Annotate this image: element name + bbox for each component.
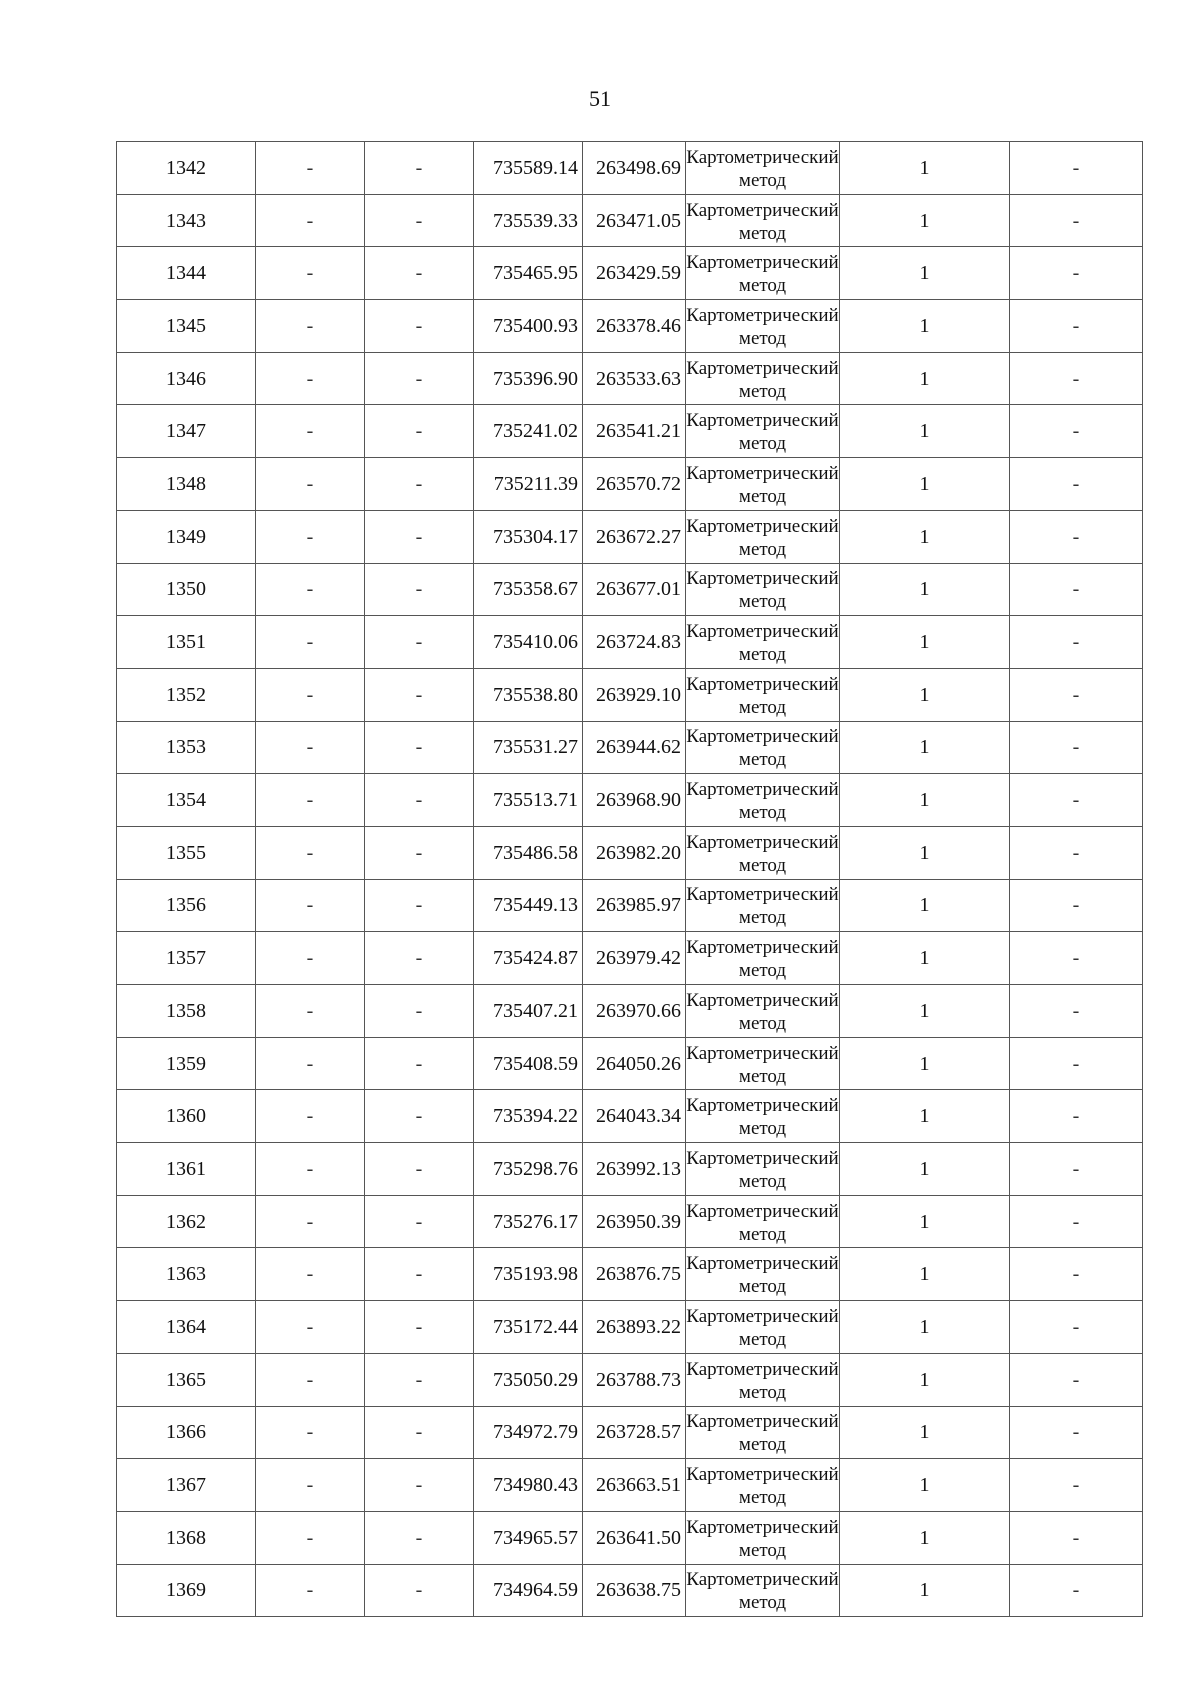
point-number-cell: 1366 bbox=[117, 1406, 256, 1459]
empty-value-cell: - bbox=[365, 458, 474, 511]
y-coordinate-cell: 263992.13 bbox=[583, 1143, 686, 1196]
table-row bbox=[117, 774, 1143, 827]
accuracy-cell: 1 bbox=[840, 616, 1010, 669]
y-coordinate-cell: 263944.62 bbox=[583, 721, 686, 774]
table-row bbox=[117, 1195, 1143, 1248]
table-row bbox=[117, 563, 1143, 616]
x-coordinate-cell: 735394.22 bbox=[474, 1090, 583, 1143]
empty-value-cell: - bbox=[365, 1301, 474, 1354]
y-coordinate-cell: 263982.20 bbox=[583, 826, 686, 879]
empty-value-cell: - bbox=[365, 616, 474, 669]
empty-value-cell: - bbox=[256, 826, 365, 879]
empty-value-cell: - bbox=[1010, 826, 1143, 879]
y-coordinate-cell: 263533.63 bbox=[583, 352, 686, 405]
empty-value-cell: - bbox=[256, 668, 365, 721]
x-coordinate-cell: 735410.06 bbox=[474, 616, 583, 669]
accuracy-cell: 1 bbox=[840, 1143, 1010, 1196]
method-cell: Картометрический метод bbox=[686, 1037, 840, 1090]
x-coordinate-cell: 735193.98 bbox=[474, 1248, 583, 1301]
empty-value-cell: - bbox=[256, 1406, 365, 1459]
method-cell: Картометрический метод bbox=[686, 1353, 840, 1406]
accuracy-cell: 1 bbox=[840, 1195, 1010, 1248]
table-row bbox=[117, 1090, 1143, 1143]
table-row bbox=[117, 985, 1143, 1038]
point-number-cell: 1367 bbox=[117, 1459, 256, 1512]
empty-value-cell: - bbox=[256, 458, 365, 511]
accuracy-cell: 1 bbox=[840, 1564, 1010, 1617]
x-coordinate-cell: 735172.44 bbox=[474, 1301, 583, 1354]
empty-value-cell: - bbox=[1010, 300, 1143, 353]
x-coordinate-cell: 735396.90 bbox=[474, 352, 583, 405]
empty-value-cell: - bbox=[1010, 1090, 1143, 1143]
table-row bbox=[117, 616, 1143, 669]
method-cell: Картометрический метод bbox=[686, 510, 840, 563]
accuracy-cell: 1 bbox=[840, 563, 1010, 616]
accuracy-cell: 1 bbox=[840, 247, 1010, 300]
empty-value-cell: - bbox=[256, 405, 365, 458]
empty-value-cell: - bbox=[1010, 1511, 1143, 1564]
y-coordinate-cell: 263498.69 bbox=[583, 142, 686, 195]
x-coordinate-cell: 734965.57 bbox=[474, 1511, 583, 1564]
accuracy-cell: 1 bbox=[840, 1301, 1010, 1354]
method-cell: Картометрический метод bbox=[686, 1406, 840, 1459]
method-cell: Картометрический метод bbox=[686, 300, 840, 353]
x-coordinate-cell: 734980.43 bbox=[474, 1459, 583, 1512]
empty-value-cell: - bbox=[1010, 1195, 1143, 1248]
table-row bbox=[117, 1248, 1143, 1301]
point-number-cell: 1349 bbox=[117, 510, 256, 563]
method-cell: Картометрический метод bbox=[686, 1511, 840, 1564]
empty-value-cell: - bbox=[365, 194, 474, 247]
empty-value-cell: - bbox=[365, 1511, 474, 1564]
x-coordinate-cell: 735513.71 bbox=[474, 774, 583, 827]
empty-value-cell: - bbox=[365, 721, 474, 774]
x-coordinate-cell: 735050.29 bbox=[474, 1353, 583, 1406]
empty-value-cell: - bbox=[1010, 1459, 1143, 1512]
empty-value-cell: - bbox=[365, 774, 474, 827]
empty-value-cell: - bbox=[256, 1511, 365, 1564]
point-number-cell: 1356 bbox=[117, 879, 256, 932]
y-coordinate-cell: 263638.75 bbox=[583, 1564, 686, 1617]
x-coordinate-cell: 735211.39 bbox=[474, 458, 583, 511]
empty-value-cell: - bbox=[365, 1248, 474, 1301]
table-row bbox=[117, 932, 1143, 985]
y-coordinate-cell: 263378.46 bbox=[583, 300, 686, 353]
accuracy-cell: 1 bbox=[840, 985, 1010, 1038]
point-number-cell: 1353 bbox=[117, 721, 256, 774]
method-cell: Картометрический метод bbox=[686, 194, 840, 247]
method-cell: Картометрический метод bbox=[686, 774, 840, 827]
table-row bbox=[117, 1301, 1143, 1354]
empty-value-cell: - bbox=[1010, 194, 1143, 247]
empty-value-cell: - bbox=[256, 985, 365, 1038]
table-row bbox=[117, 826, 1143, 879]
page-number: 51 bbox=[589, 86, 611, 111]
y-coordinate-cell: 263663.51 bbox=[583, 1459, 686, 1512]
y-coordinate-cell: 264043.34 bbox=[583, 1090, 686, 1143]
empty-value-cell: - bbox=[365, 300, 474, 353]
method-cell: Картометрический метод bbox=[686, 879, 840, 932]
x-coordinate-cell: 734972.79 bbox=[474, 1406, 583, 1459]
y-coordinate-cell: 263728.57 bbox=[583, 1406, 686, 1459]
empty-value-cell: - bbox=[1010, 458, 1143, 511]
empty-value-cell: - bbox=[256, 1353, 365, 1406]
x-coordinate-cell: 735276.17 bbox=[474, 1195, 583, 1248]
table-row bbox=[117, 194, 1143, 247]
method-cell: Картометрический метод bbox=[686, 826, 840, 879]
y-coordinate-cell: 263672.27 bbox=[583, 510, 686, 563]
table-row bbox=[117, 352, 1143, 405]
accuracy-cell: 1 bbox=[840, 458, 1010, 511]
empty-value-cell: - bbox=[256, 142, 365, 195]
point-number-cell: 1360 bbox=[117, 1090, 256, 1143]
x-coordinate-cell: 735589.14 bbox=[474, 142, 583, 195]
y-coordinate-cell: 263985.97 bbox=[583, 879, 686, 932]
empty-value-cell: - bbox=[365, 405, 474, 458]
x-coordinate-cell: 735241.02 bbox=[474, 405, 583, 458]
empty-value-cell: - bbox=[1010, 142, 1143, 195]
empty-value-cell: - bbox=[1010, 721, 1143, 774]
empty-value-cell: - bbox=[256, 1301, 365, 1354]
y-coordinate-cell: 263471.05 bbox=[583, 194, 686, 247]
accuracy-cell: 1 bbox=[840, 932, 1010, 985]
accuracy-cell: 1 bbox=[840, 774, 1010, 827]
empty-value-cell: - bbox=[1010, 510, 1143, 563]
empty-value-cell: - bbox=[365, 1406, 474, 1459]
table-row bbox=[117, 510, 1143, 563]
empty-value-cell: - bbox=[256, 1459, 365, 1512]
method-cell: Картометрический метод bbox=[686, 247, 840, 300]
empty-value-cell: - bbox=[1010, 405, 1143, 458]
point-number-cell: 1347 bbox=[117, 405, 256, 458]
empty-value-cell: - bbox=[256, 563, 365, 616]
empty-value-cell: - bbox=[1010, 1406, 1143, 1459]
y-coordinate-cell: 263429.59 bbox=[583, 247, 686, 300]
x-coordinate-cell: 735304.17 bbox=[474, 510, 583, 563]
method-cell: Картометрический метод bbox=[686, 721, 840, 774]
empty-value-cell: - bbox=[365, 1090, 474, 1143]
table-row bbox=[117, 142, 1143, 195]
empty-value-cell: - bbox=[256, 721, 365, 774]
empty-value-cell: - bbox=[365, 1143, 474, 1196]
accuracy-cell: 1 bbox=[840, 300, 1010, 353]
y-coordinate-cell: 263724.83 bbox=[583, 616, 686, 669]
point-number-cell: 1364 bbox=[117, 1301, 256, 1354]
accuracy-cell: 1 bbox=[840, 721, 1010, 774]
empty-value-cell: - bbox=[256, 1090, 365, 1143]
empty-value-cell: - bbox=[1010, 1143, 1143, 1196]
accuracy-cell: 1 bbox=[840, 1248, 1010, 1301]
empty-value-cell: - bbox=[1010, 1301, 1143, 1354]
point-number-cell: 1342 bbox=[117, 142, 256, 195]
y-coordinate-cell: 263929.10 bbox=[583, 668, 686, 721]
empty-value-cell: - bbox=[365, 879, 474, 932]
accuracy-cell: 1 bbox=[840, 668, 1010, 721]
empty-value-cell: - bbox=[1010, 1037, 1143, 1090]
x-coordinate-cell: 735407.21 bbox=[474, 985, 583, 1038]
empty-value-cell: - bbox=[365, 352, 474, 405]
accuracy-cell: 1 bbox=[840, 510, 1010, 563]
table-row bbox=[117, 721, 1143, 774]
y-coordinate-cell: 263893.22 bbox=[583, 1301, 686, 1354]
method-cell: Картометрический метод bbox=[686, 563, 840, 616]
accuracy-cell: 1 bbox=[840, 1511, 1010, 1564]
empty-value-cell: - bbox=[256, 774, 365, 827]
x-coordinate-cell: 735486.58 bbox=[474, 826, 583, 879]
method-cell: Картометрический метод bbox=[686, 1459, 840, 1512]
empty-value-cell: - bbox=[256, 932, 365, 985]
y-coordinate-cell: 263979.42 bbox=[583, 932, 686, 985]
point-number-cell: 1369 bbox=[117, 1564, 256, 1617]
point-number-cell: 1365 bbox=[117, 1353, 256, 1406]
table-row bbox=[117, 300, 1143, 353]
empty-value-cell: - bbox=[256, 300, 365, 353]
empty-value-cell: - bbox=[1010, 247, 1143, 300]
accuracy-cell: 1 bbox=[840, 405, 1010, 458]
empty-value-cell: - bbox=[365, 932, 474, 985]
x-coordinate-cell: 735358.67 bbox=[474, 563, 583, 616]
empty-value-cell: - bbox=[1010, 1248, 1143, 1301]
x-coordinate-cell: 734964.59 bbox=[474, 1564, 583, 1617]
x-coordinate-cell: 735465.95 bbox=[474, 247, 583, 300]
empty-value-cell: - bbox=[256, 1195, 365, 1248]
accuracy-cell: 1 bbox=[840, 1406, 1010, 1459]
y-coordinate-cell: 263641.50 bbox=[583, 1511, 686, 1564]
x-coordinate-cell: 735424.87 bbox=[474, 932, 583, 985]
method-cell: Картометрический метод bbox=[686, 352, 840, 405]
point-number-cell: 1361 bbox=[117, 1143, 256, 1196]
empty-value-cell: - bbox=[1010, 563, 1143, 616]
table-row bbox=[117, 1406, 1143, 1459]
accuracy-cell: 1 bbox=[840, 194, 1010, 247]
method-cell: Картометрический метод bbox=[686, 985, 840, 1038]
empty-value-cell: - bbox=[256, 1564, 365, 1617]
table-row bbox=[117, 668, 1143, 721]
point-number-cell: 1362 bbox=[117, 1195, 256, 1248]
accuracy-cell: 1 bbox=[840, 826, 1010, 879]
accuracy-cell: 1 bbox=[840, 1037, 1010, 1090]
y-coordinate-cell: 263876.75 bbox=[583, 1248, 686, 1301]
empty-value-cell: - bbox=[365, 668, 474, 721]
method-cell: Картометрический метод bbox=[686, 1564, 840, 1617]
x-coordinate-cell: 735298.76 bbox=[474, 1143, 583, 1196]
method-cell: Картометрический метод bbox=[686, 1248, 840, 1301]
empty-value-cell: - bbox=[365, 563, 474, 616]
table-row bbox=[117, 879, 1143, 932]
y-coordinate-cell: 263970.66 bbox=[583, 985, 686, 1038]
table-row bbox=[117, 247, 1143, 300]
table-row bbox=[117, 1143, 1143, 1196]
method-cell: Картометрический метод bbox=[686, 142, 840, 195]
point-number-cell: 1354 bbox=[117, 774, 256, 827]
empty-value-cell: - bbox=[365, 1195, 474, 1248]
table-row bbox=[117, 405, 1143, 458]
y-coordinate-cell: 263570.72 bbox=[583, 458, 686, 511]
point-number-cell: 1345 bbox=[117, 300, 256, 353]
x-coordinate-cell: 735531.27 bbox=[474, 721, 583, 774]
accuracy-cell: 1 bbox=[840, 1090, 1010, 1143]
point-number-cell: 1359 bbox=[117, 1037, 256, 1090]
method-cell: Картометрический метод bbox=[686, 932, 840, 985]
empty-value-cell: - bbox=[256, 1248, 365, 1301]
empty-value-cell: - bbox=[365, 1353, 474, 1406]
y-coordinate-cell: 263541.21 bbox=[583, 405, 686, 458]
table-row bbox=[117, 1037, 1143, 1090]
empty-value-cell: - bbox=[1010, 616, 1143, 669]
empty-value-cell: - bbox=[365, 247, 474, 300]
method-cell: Картометрический метод bbox=[686, 1090, 840, 1143]
point-number-cell: 1343 bbox=[117, 194, 256, 247]
y-coordinate-cell: 264050.26 bbox=[583, 1037, 686, 1090]
table-row bbox=[117, 1511, 1143, 1564]
empty-value-cell: - bbox=[256, 510, 365, 563]
point-number-cell: 1352 bbox=[117, 668, 256, 721]
x-coordinate-cell: 735449.13 bbox=[474, 879, 583, 932]
empty-value-cell: - bbox=[365, 142, 474, 195]
empty-value-cell: - bbox=[256, 616, 365, 669]
method-cell: Картометрический метод bbox=[686, 458, 840, 511]
point-number-cell: 1351 bbox=[117, 616, 256, 669]
empty-value-cell: - bbox=[1010, 985, 1143, 1038]
empty-value-cell: - bbox=[256, 247, 365, 300]
empty-value-cell: - bbox=[256, 352, 365, 405]
y-coordinate-cell: 263950.39 bbox=[583, 1195, 686, 1248]
empty-value-cell: - bbox=[1010, 1353, 1143, 1406]
empty-value-cell: - bbox=[1010, 1564, 1143, 1617]
accuracy-cell: 1 bbox=[840, 1459, 1010, 1512]
method-cell: Картометрический метод bbox=[686, 405, 840, 458]
accuracy-cell: 1 bbox=[840, 1353, 1010, 1406]
point-number-cell: 1348 bbox=[117, 458, 256, 511]
y-coordinate-cell: 263788.73 bbox=[583, 1353, 686, 1406]
x-coordinate-cell: 735408.59 bbox=[474, 1037, 583, 1090]
point-number-cell: 1368 bbox=[117, 1511, 256, 1564]
x-coordinate-cell: 735538.80 bbox=[474, 668, 583, 721]
accuracy-cell: 1 bbox=[840, 879, 1010, 932]
empty-value-cell: - bbox=[256, 194, 365, 247]
method-cell: Картометрический метод bbox=[686, 1301, 840, 1354]
table-row bbox=[117, 458, 1143, 511]
x-coordinate-cell: 735539.33 bbox=[474, 194, 583, 247]
point-number-cell: 1357 bbox=[117, 932, 256, 985]
empty-value-cell: - bbox=[1010, 932, 1143, 985]
empty-value-cell: - bbox=[365, 1564, 474, 1617]
empty-value-cell: - bbox=[365, 510, 474, 563]
empty-value-cell: - bbox=[256, 1037, 365, 1090]
point-number-cell: 1346 bbox=[117, 352, 256, 405]
point-number-cell: 1363 bbox=[117, 1248, 256, 1301]
empty-value-cell: - bbox=[1010, 879, 1143, 932]
method-cell: Картометрический метод bbox=[686, 616, 840, 669]
method-cell: Картометрический метод bbox=[686, 1195, 840, 1248]
point-number-cell: 1355 bbox=[117, 826, 256, 879]
empty-value-cell: - bbox=[365, 1459, 474, 1512]
empty-value-cell: - bbox=[256, 1143, 365, 1196]
table-body bbox=[117, 142, 1143, 1617]
empty-value-cell: - bbox=[256, 879, 365, 932]
accuracy-cell: 1 bbox=[840, 142, 1010, 195]
y-coordinate-cell: 263968.90 bbox=[583, 774, 686, 827]
table-row bbox=[117, 1353, 1143, 1406]
method-cell: Картометрический метод bbox=[686, 668, 840, 721]
y-coordinate-cell: 263677.01 bbox=[583, 563, 686, 616]
point-number-cell: 1350 bbox=[117, 563, 256, 616]
empty-value-cell: - bbox=[365, 826, 474, 879]
empty-value-cell: - bbox=[1010, 668, 1143, 721]
empty-value-cell: - bbox=[365, 1037, 474, 1090]
point-number-cell: 1358 bbox=[117, 985, 256, 1038]
point-number-cell: 1344 bbox=[117, 247, 256, 300]
coordinates-table bbox=[116, 141, 1143, 1617]
x-coordinate-cell: 735400.93 bbox=[474, 300, 583, 353]
empty-value-cell: - bbox=[1010, 774, 1143, 827]
table-row bbox=[117, 1459, 1143, 1512]
accuracy-cell: 1 bbox=[840, 352, 1010, 405]
table-row bbox=[117, 1564, 1143, 1617]
empty-value-cell: - bbox=[365, 985, 474, 1038]
method-cell: Картометрический метод bbox=[686, 1143, 840, 1196]
empty-value-cell: - bbox=[1010, 352, 1143, 405]
